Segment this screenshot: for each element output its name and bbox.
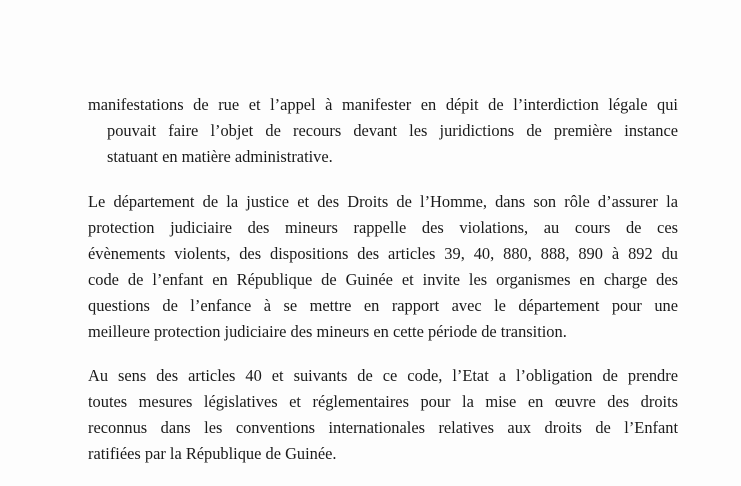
paragraph-1-line-1: manifestations de rue et l’appel à manifester en dépit de l’interdiction légale qui	[88, 95, 678, 114]
paragraph-2-line-1: Le département de la justice et des Droits de l’Homme, dans son rôle d’assurer la	[88, 192, 678, 211]
paragraph-2-line-2: protection judiciaire des mineurs rappelle des violations, au cours de ces	[88, 218, 678, 237]
paragraph-3	[88, 363, 678, 467]
paragraph-1	[88, 92, 678, 170]
paragraph-2-line-3: évènements violents, des dispositions des articles 39, 40, 880, 888, 890 à 892 du	[88, 244, 678, 263]
paragraph-1-line-3: statuant en matière administrative.	[107, 147, 333, 166]
paragraph-1-line-2: pouvait faire l’objet de recours devant les juridictions de première instance	[107, 121, 678, 140]
paragraph-2	[88, 189, 678, 345]
paragraph-3-line-1: Au sens des articles 40 et suivants de ce code, l’Etat a l’obligation de prendre	[88, 366, 678, 385]
paragraph-2-line-5: questions de l’enfance à se mettre en rapport avec le département pour une	[88, 296, 678, 315]
paragraph-3-line-2: toutes mesures législatives et réglementaires pour la mise en œuvre des droits	[88, 392, 678, 411]
paragraph-2-line-4: code de l’enfant en République de Guinée et invite les organismes en charge des	[88, 270, 678, 289]
paragraph-2-line-6: meilleure protection judiciaire des mineurs en cette période de transition.	[88, 322, 567, 341]
paragraph-3-line-3: reconnus dans les conventions internationales relatives aux droits de l’Enfant	[88, 418, 678, 437]
paragraph-3-line-4: ratifiées par la République de Guinée.	[88, 444, 337, 463]
